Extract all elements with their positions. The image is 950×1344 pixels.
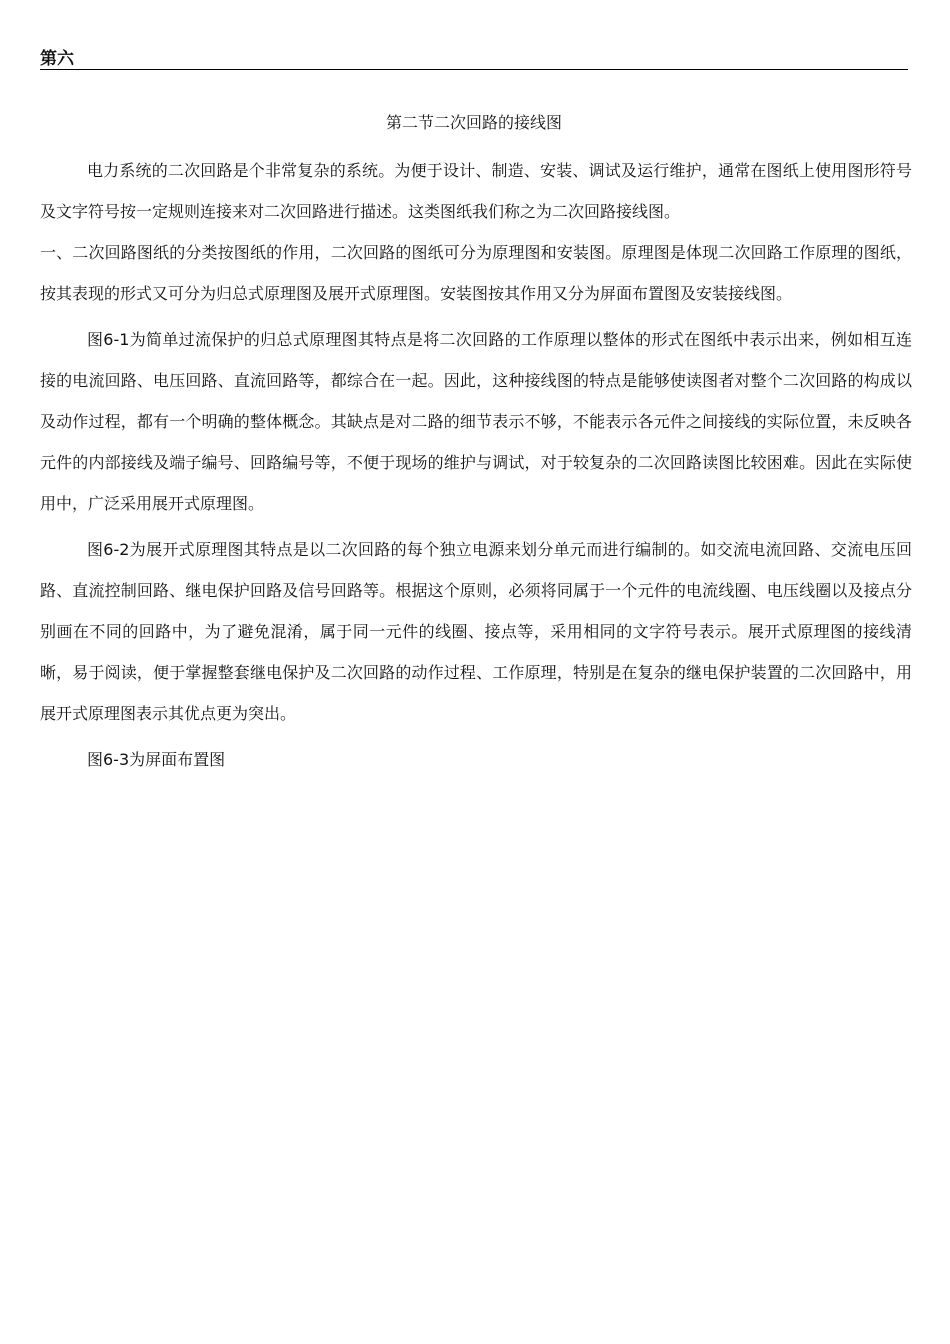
paragraph-classification: 一、二次回路图纸的分类按图纸的作用，二次回路的图纸可分为原理图和安装图。原理图是体现二次回路工作原理的图纸，按其表现的形式又可分为归总式原理图及展开式原理图。安装图按其作用又分为屏面布置图及安装接线图。: [40, 243, 912, 303]
paragraph-figure-6-1: 图6-1为简单过流保护的归总式原理图其特点是将二次回路的工作原理以整体的形式在图纸中表示出来，例如相互连接的电流回路、电压回路、直流回路等，都综合在一起。因此，这种接线图的特点是能够使读图者对整个二次回路的构成以及动作过程，都有一个明确的整体概念。其缺点是对二路的细节表示不够，不能表示各元件之间接线的实际位置，未反映各元件的内部接线及端子编号、回路编号等，不便于现场的维护与调试，对于较复杂的二次回路读图比较困难。因此在实际使用中，广泛采用展开式原理图。: [40, 330, 912, 513]
paragraph-figure-6-2: 图6-2为展开式原理图其特点是以二次回路的每个独立电源来划分单元而进行编制的。如交流电流回路、交流电压回路、直流控制回路、继电保护回路及信号回路等。根据这个原则，必须将同属于一个元件的电流线圈、电压线圈以及接点分别画在不同的回路中，为了避免混淆，属于同一元件的线圈、接点等，采用相同的文字符号表示。展开式原理图的接线清晰，易于阅读，便于掌握整套继电保护及二次回路的动作过程、工作原理，特别是在复杂的继电保护装置的二次回路中，用展开式原理图表示其优点更为突出。: [40, 540, 912, 723]
paragraph-intro: 电力系统的二次回路是个非常复杂的系统。为便于设计、制造、安装、调试及运行维护，通常在图纸上使用图形符号及文字符号按一定规则连接来对二次回路进行描述。这类图纸我们称之为二次回路接线图。: [40, 161, 912, 221]
paragraph-figure-6-3: 图6-3为屏面布置图: [87, 750, 226, 769]
section-title: 第二节二次回路的接线图: [385, 113, 562, 132]
document-body: [40, 150, 912, 780]
page-header: [40, 50, 908, 70]
chapter-label: 第六: [40, 49, 74, 69]
